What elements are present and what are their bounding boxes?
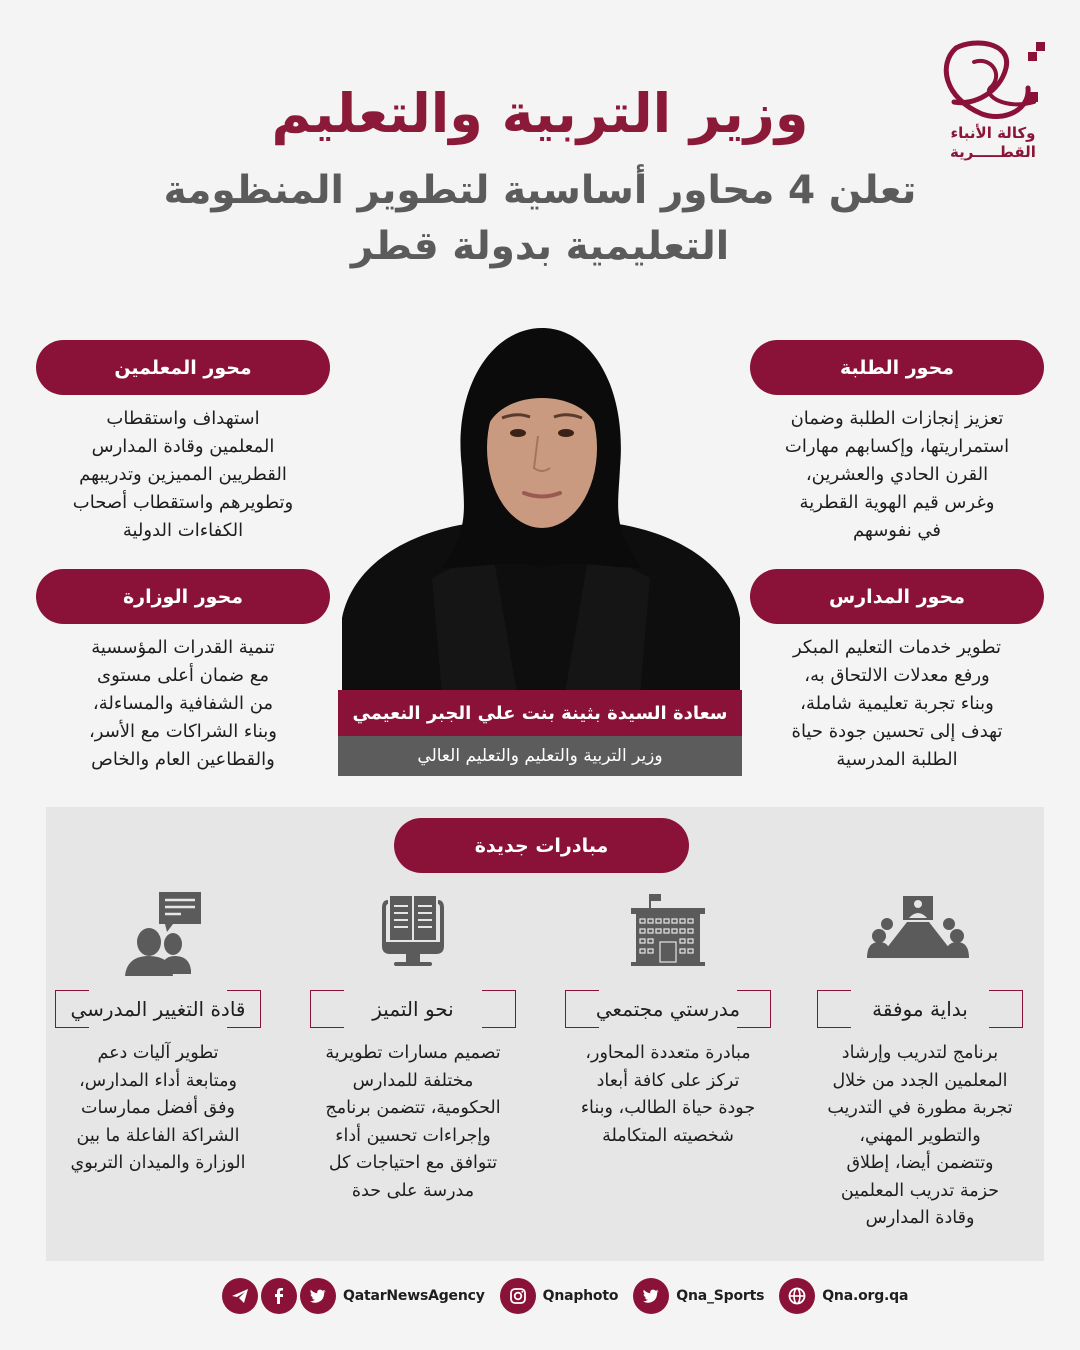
text-line: شخصيته المتكاملة [602, 1125, 734, 1146]
text-line: وإجراءات تحسين أداء [335, 1125, 491, 1146]
text-line: تطوير آليات دعم [97, 1043, 219, 1063]
text-line: القطريين المميزين وتدريبهم [79, 464, 287, 485]
text-line: المعلمين وقادة المدارس [91, 436, 275, 457]
initiative-towards-excellence [298, 888, 528, 1205]
initiative-description [43, 1040, 273, 1178]
text-line: حزمة تدريب المعلمين [840, 1180, 1000, 1201]
logo-line-2: القطـــــرية [950, 143, 1036, 161]
social-handle[interactable]: Qnaphoto [542, 1288, 619, 1304]
axis-teachers-text [36, 405, 330, 545]
text-line: الكفاءات الدولية [122, 520, 244, 541]
text-line: وغرس قيم الهوية القطرية [799, 492, 995, 513]
initiative-description [805, 1040, 1035, 1233]
book-monitor-icon [358, 888, 468, 978]
initiative-description [298, 1040, 528, 1205]
social-handle[interactable]: Qna_Sports [676, 1288, 765, 1304]
text-line: ومتابعة أداء المدارس، [79, 1070, 237, 1091]
minister-portrait [342, 318, 740, 693]
facebook-icon[interactable] [261, 1278, 297, 1314]
axis-schools-header: محور المدارس [750, 569, 1044, 624]
minister-name: سعادة السيدة بثينة بنت علي الجبر النعيمي [338, 690, 742, 736]
qna-logo [934, 36, 1052, 170]
minister-role: وزير التربية والتعليم والتعليم العالي [338, 736, 742, 776]
text-line: برنامج لتدريب وإرشاد [841, 1043, 999, 1063]
text-line: الطلبة المدرسية [836, 749, 958, 770]
text-line: تجربة مطورة في التدريب [827, 1098, 1013, 1118]
social-footer [222, 1277, 923, 1315]
meeting-room-icon [865, 888, 975, 978]
text-line: الحكومية، تتضمن برنامج [325, 1098, 501, 1118]
text-line: والتطوير المهني، [859, 1125, 981, 1146]
subtitle-line-2: التعليمية بدولة قطر [350, 224, 730, 269]
school-building-icon [613, 888, 723, 978]
text-line: مبادرة متعددة المحاور، [585, 1043, 751, 1063]
minister-portrait-icon [342, 318, 740, 693]
initiative-label [565, 990, 771, 1028]
people-chat-icon [103, 888, 213, 978]
social-handle[interactable]: QatarNewsAgency [343, 1288, 485, 1304]
twitter-icon[interactable] [300, 1278, 336, 1314]
text-line: مختلفة للمدارس [352, 1070, 474, 1091]
text-line: مدرسة على حدة [351, 1180, 475, 1201]
text-line: ورفع معدلات الالتحاق به، [804, 665, 990, 686]
axis-students-header: محور الطلبة [750, 340, 1044, 395]
text-line: استهداف واستقطاب [106, 408, 260, 429]
text-line: تصميم مسارات تطويرية [325, 1043, 501, 1063]
text-line: وقادة المدارس [865, 1208, 975, 1228]
axis-students-text [750, 405, 1044, 545]
axis-ministry-header: محور الوزارة [36, 569, 330, 624]
text-line: تعزيز إنجازات الطلبة وضمان [790, 408, 1004, 429]
text-line: استمراريتها، وإكسابهم مهارات [784, 436, 1010, 457]
axis-schools-text [750, 634, 1044, 774]
text-line: الشراكة الفاعلة ما بين [76, 1125, 240, 1146]
text-line: من الشفافية والمساءلة، [92, 693, 274, 714]
subtitle-line-1: تعلن 4 محاور أساسية لتطوير المنظومة [163, 168, 917, 213]
text-line: تتوافق مع احتياجات كل [328, 1153, 498, 1173]
instagram-icon[interactable] [500, 1278, 536, 1314]
qna-logo-mark-icon [934, 36, 1052, 126]
initiative-description [553, 1040, 783, 1150]
text-line: وتطويرهم واستقطاب أصحاب [72, 492, 294, 513]
axis-teachers-header: محور المعلمين [36, 340, 330, 395]
text-line: تهدف إلى تحسين جودة حياة [791, 721, 1003, 742]
initiatives-header: مبادرات جديدة [394, 818, 689, 873]
social-handle[interactable]: Qna.org.qa [822, 1288, 909, 1304]
text-line: المعلمين الجدد من خلال [832, 1070, 1008, 1091]
text-line: والقطاعين العام والخاص [91, 749, 275, 770]
text-line: وبناء تجربة تعليمية شاملة، [800, 693, 994, 714]
globe-icon[interactable] [779, 1278, 815, 1314]
initiative-change-leaders [43, 888, 273, 1178]
text-line: تنمية القدرات المؤسسية [91, 637, 275, 658]
initiative-label [310, 990, 516, 1028]
text-line: جودة حياة الطالب، وبناء [580, 1098, 756, 1118]
text-line: الوزارة والميدان التربوي [70, 1153, 246, 1173]
initiative-title: مدرستي مجتمعي [595, 997, 741, 1021]
initiative-title: قادة التغيير المدرسي [70, 997, 246, 1021]
text-line: وفق أفضل ممارسات [81, 1098, 235, 1118]
page-title: وزير التربية والتعليم [271, 82, 809, 145]
initiative-title: نحو التميز [372, 997, 454, 1021]
initiative-my-school [553, 888, 783, 1150]
text-line: وبناء الشراكات مع الأسر، [88, 721, 278, 742]
logo-line-1: وكالة الأنباء [950, 124, 1036, 142]
initiative-label [55, 990, 261, 1028]
initiative-good-start [805, 888, 1035, 1233]
axis-ministry-text [36, 634, 330, 774]
page-subtitle [130, 163, 950, 275]
text-line: القرن الحادي والعشرين، [805, 464, 989, 485]
text-line: تطوير خدمات التعليم المبكر [793, 637, 1001, 658]
text-line: تركز على كافة أبعاد [596, 1070, 740, 1091]
twitter-icon[interactable] [633, 1278, 669, 1314]
telegram-icon[interactable] [222, 1278, 258, 1314]
text-line: مع ضمان أعلى مستوى [96, 665, 269, 686]
text-line: وتتضمن أيضا، إطلاق [846, 1153, 994, 1173]
text-line: في نفوسهم [852, 520, 942, 541]
initiative-title: بداية موفقة [872, 997, 968, 1021]
initiative-label [817, 990, 1023, 1028]
